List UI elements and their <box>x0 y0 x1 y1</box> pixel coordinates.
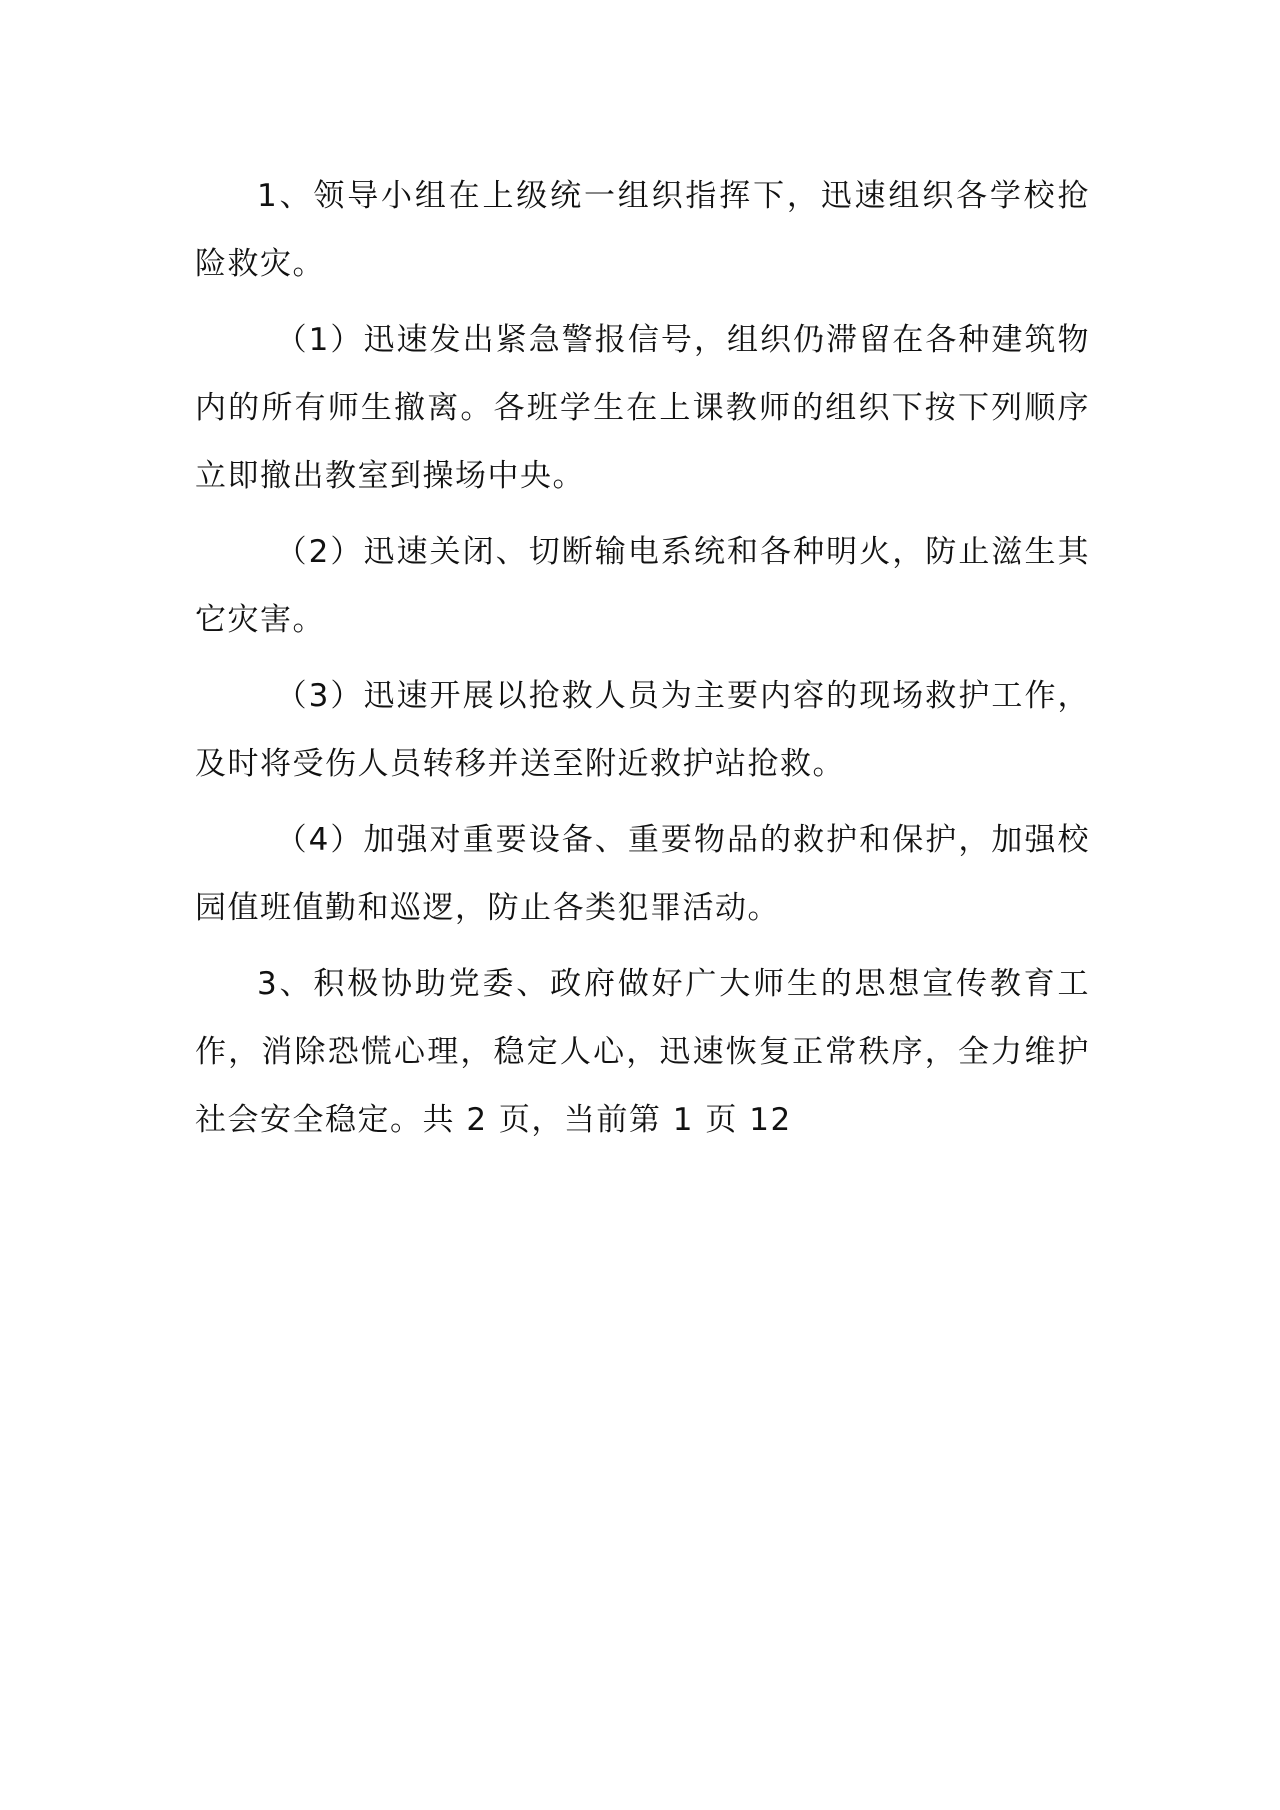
paragraph-propaganda-text: 3、积极协助党委、政府做好广大师生的思想宣传教育工作，消除恐慌心理，稳定人心，迅速恢复正常秩序，全力维护社会安全稳定。 <box>195 966 1090 1138</box>
page-info: 共 2 页，当前第 1 页 12 <box>422 1102 792 1138</box>
paragraph-leadership: 1、领导小组在上级统一组织指挥下，迅速组织各学校抢险救灾。 <box>195 178 1090 282</box>
paragraph-item-3: （3）迅速开展以抢救人员为主要内容的现场救护工作，及时将受伤人员转移并送至附近救护站抢救。 <box>195 678 1090 782</box>
paragraph-item-1: （1）迅速发出紧急警报信号，组织仍滞留在各种建筑物内的所有师生撤离。各班学生在上课教师的组织下按下列顺序立即撤出教室到操场中央。 <box>195 322 1090 494</box>
paragraph-propaganda <box>195 950 1090 1154</box>
document-body <box>195 162 1090 1162</box>
paragraph-item-2: （2）迅速关闭、切断输电系统和各种明火，防止滋生其它灾害。 <box>195 534 1090 638</box>
paragraph-item-4: （4）加强对重要设备、重要物品的救护和保护，加强校园值班值勤和巡逻，防止各类犯罪活动。 <box>195 822 1090 926</box>
